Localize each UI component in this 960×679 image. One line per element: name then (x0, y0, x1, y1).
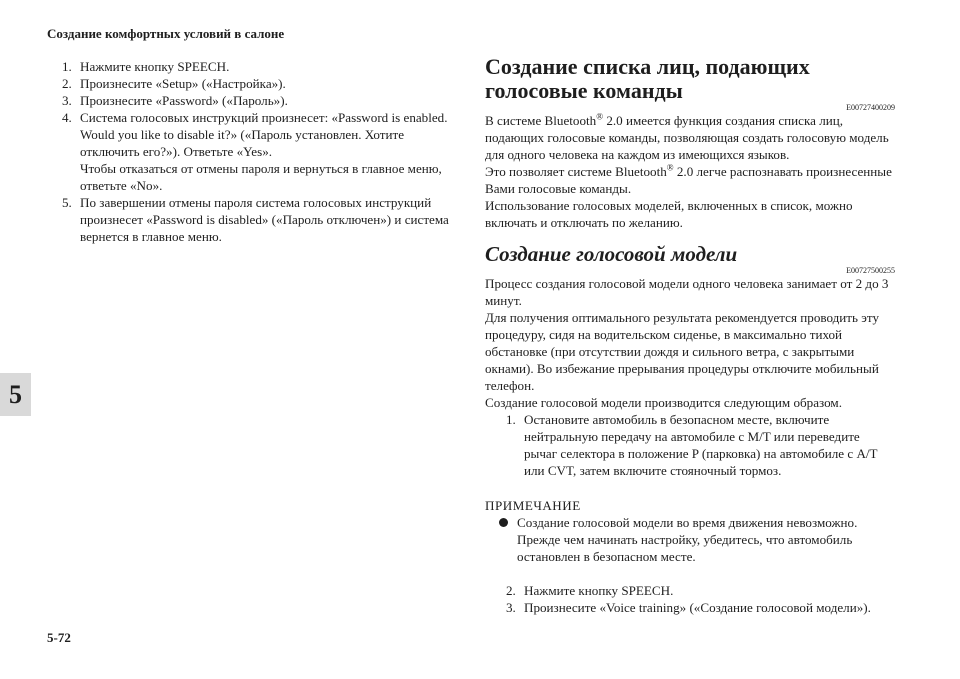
paragraph-text: Это позволяет системе Bluetooth (485, 164, 667, 179)
step-text: Система голосовых инструкций произнесет: «Password is enabled. Would you like to disable it?» («Пароль установлен. Хотите отключить его?»). Ответьте «Yes». (80, 110, 448, 159)
page-number: 5-72 (47, 630, 71, 645)
subsection-paragraph: Для получения оптимального результата рекомендуется проводить эту процедуру, сидя на водительском сиденье, в максимально тихой обстановке (при отсутствии дождя и сильного ветра, с закрытыми окнами). Во избежание прерывания процедуры отключите мобильный телефон. (485, 310, 879, 393)
subsection-paragraph: Создание голосовой модели производится следующим образом. (485, 395, 842, 410)
list-item (506, 599, 895, 616)
subsection-paragraph: Процесс создания голосовой модели одного человека занимает от 2 до 3 минут. (485, 276, 889, 308)
step-text: Произнесите «Password» («Пароль»). (80, 93, 288, 108)
bullet-icon (499, 518, 508, 527)
list-item (62, 92, 457, 109)
step-number: 3. (62, 93, 72, 108)
step-number: 4. (62, 110, 72, 125)
section-paragraph: Использование голосовых моделей, включенных в список, можно включать и отключать по желанию. (485, 198, 853, 230)
step-number: 1. (62, 59, 72, 74)
section-code: E00727400209 (846, 103, 895, 112)
paragraph-text: 2.0 имеется функция создания списка лиц, подающих голосовые команды, позволяющая создать голосовую модель для одного человека на каждом из имеющихся языков. (485, 113, 889, 162)
voice-model-steps-list-continued (506, 582, 895, 616)
step-number: 2. (506, 583, 516, 598)
left-column (62, 58, 457, 245)
list-item (62, 109, 457, 194)
step-number: 1. (506, 412, 516, 427)
list-item (62, 75, 457, 92)
list-item (62, 194, 457, 245)
section-title: Создание списка лиц, подающих голосовые команды (485, 54, 810, 103)
step-text: Произнесите «Voice training» («Создание голосовой модели»). (524, 600, 871, 615)
step-text: Нажмите кнопку SPEECH. (524, 583, 674, 598)
step-extra-text: Чтобы отказаться от отмены пароля и вернуться в главное меню, ответьте «No». (80, 161, 442, 193)
step-text: Нажмите кнопку SPEECH. (80, 59, 230, 74)
step-text: Произнесите «Setup» («Настройка»). (80, 76, 286, 91)
password-steps-list (62, 58, 457, 245)
subsection-code: E00727500255 (846, 266, 895, 275)
list-item (506, 582, 895, 599)
section-paragraph (485, 112, 895, 163)
list-item (506, 411, 895, 479)
step-number: 5. (62, 195, 72, 210)
running-header: Создание комфортных условий в салоне (47, 26, 285, 41)
note-title: ПРИМЕЧАНИЕ (485, 498, 581, 513)
subsection-title: Создание голосовой модели (485, 242, 738, 266)
right-column (485, 55, 895, 616)
paragraph-text: 2.0 легче распознавать произнесенные Вами голосовые команды. (485, 164, 892, 196)
registered-mark: ® (596, 111, 604, 122)
voice-model-steps-list (506, 411, 895, 479)
chapter-tab: 5 (0, 373, 31, 416)
list-item (62, 58, 457, 75)
step-number: 3. (506, 600, 516, 615)
step-number: 2. (62, 76, 72, 91)
registered-mark: ® (666, 162, 674, 173)
step-text: По завершении отмены пароля система голосовых инструкций произнесет «Password is disabled» («Пароль отключен») и система вернется в главное меню. (80, 195, 449, 244)
step-text: Остановите автомобиль в безопасном месте, включите нейтральную передачу на автомобиле с M/T или переведите рычаг селектора в положение P (парковка) на автомобиле с A/T или CVT, затем включите стояночный тормоз. (524, 412, 878, 478)
note-text: Создание голосовой модели во время движения невозможно. Прежде чем начинать настройку, убедитесь, что автомобиль остановлен в безопасном месте. (517, 515, 858, 564)
paragraph-text: В системе Bluetooth (485, 113, 597, 128)
note-bullet (499, 514, 895, 565)
section-paragraph (485, 163, 895, 197)
